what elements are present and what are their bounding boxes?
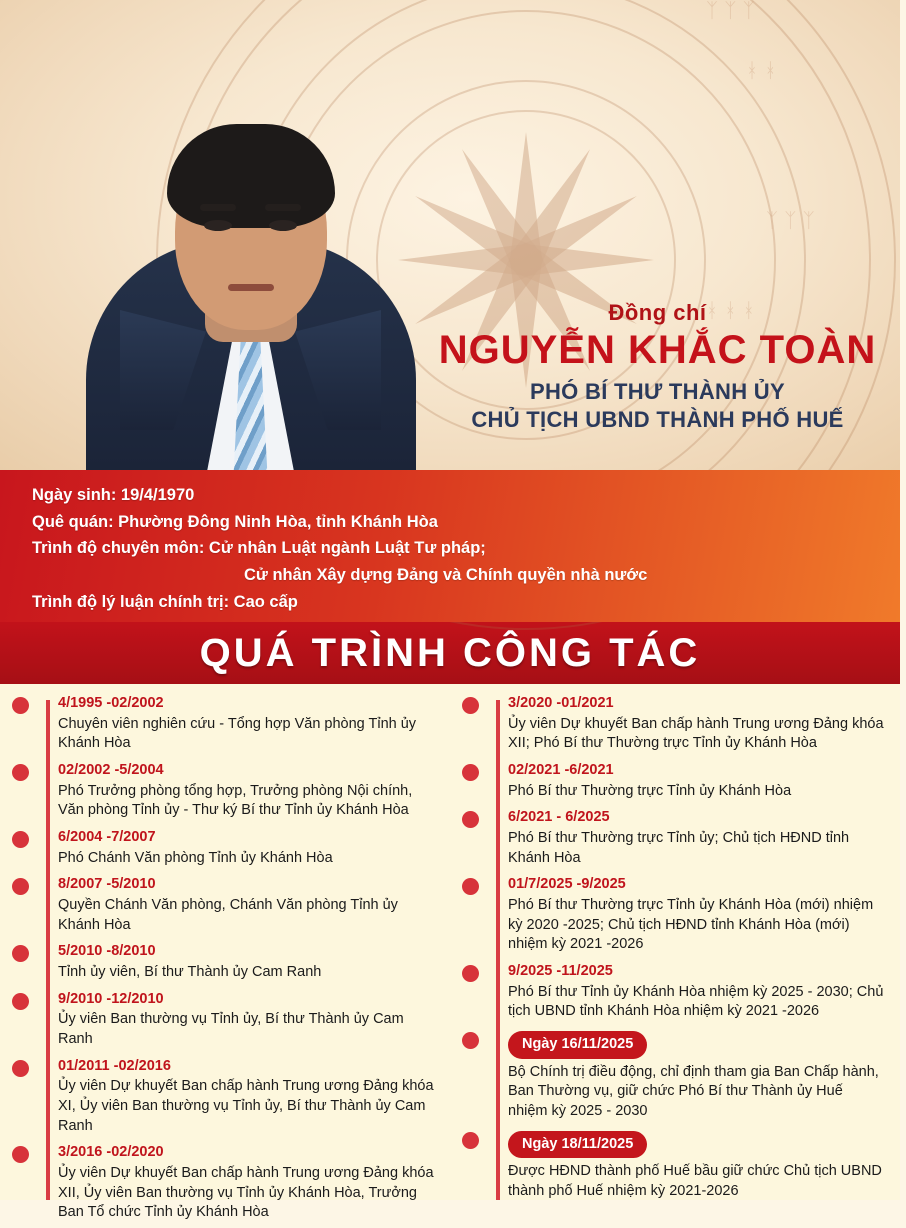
timeline-column-left <box>0 694 450 1221</box>
timeline-entry <box>34 875 436 940</box>
timeline-period: 5/2010 -8/2010 <box>58 943 156 960</box>
career-timeline <box>0 684 900 1221</box>
timeline-description: Phó Bí thư Thường trực Tỉnh ủy; Chủ tịch HĐND tỉnh Khánh Hòa <box>508 829 850 866</box>
timeline-entry <box>484 808 886 873</box>
timeline-entry <box>34 990 436 1055</box>
info-education-continued: Cử nhân Xây dựng Đảng và Chính quyền nhà nước <box>244 566 648 585</box>
hero-title-block <box>430 300 885 434</box>
timeline-period: 01/7/2025 -9/2025 <box>508 876 626 893</box>
timeline-dot-icon <box>462 1032 479 1049</box>
timeline-entry <box>34 942 436 987</box>
timeline-dot-icon <box>12 1060 29 1077</box>
timeline-dot-icon <box>12 878 29 895</box>
timeline-entry <box>34 1057 436 1142</box>
timeline-description: Quyền Chánh Văn phòng, Chánh Văn phòng Tỉnh ủy Khánh Hòa <box>58 896 398 933</box>
timeline-dot-icon <box>12 993 29 1010</box>
section-title: QUÁ TRÌNH CÔNG TÁC <box>199 630 701 675</box>
timeline-date-badge: Ngày 16/11/2025 <box>508 1031 647 1059</box>
timeline-dot-icon <box>12 1146 29 1163</box>
timeline-description: Phó Chánh Văn phòng Tỉnh ủy Khánh Hòa <box>58 849 333 866</box>
timeline-period: 3/2020 -01/2021 <box>508 695 614 711</box>
drum-glyph-band: ᛉ ᛉ ᛉ ᚼ ᚼ ᛉ ᛉ ᛉ ᚼ ᚼ ᚼ <box>706 0 815 322</box>
timeline-entry <box>484 694 886 759</box>
timeline-dot-icon <box>12 945 29 962</box>
timeline-description: Bộ Chính trị điều động, chỉ định tham gia Ban Chấp hành, Ban Thường vụ, giữ chức Phó Bí thư Thành ủy Huế nhiệm kỳ 2025 - 2030 <box>508 1063 879 1119</box>
timeline-description: Ủy viên Dự khuyết Ban chấp hành Trung ương Đảng khóa XII; Phó Bí thư Thường trực Tỉnh ủy Khánh Hòa <box>508 715 884 752</box>
timeline-entry <box>484 761 886 806</box>
info-hometown: Quê quán: Phường Đông Ninh Hòa, tỉnh Khánh Hòa <box>32 512 438 531</box>
info-birth: Ngày sinh: 19/4/1970 <box>32 486 195 504</box>
timeline-entry <box>34 694 436 759</box>
personal-info-band <box>0 470 900 622</box>
timeline-description: Được HĐND thành phố Huế bầu giữ chức Chủ tịch UBND thành phố Huế nhiệm kỳ 2021-2026 <box>508 1163 882 1199</box>
timeline-entry <box>484 1129 886 1207</box>
info-political-theory: Trình độ lý luận chính trị: Cao cấp <box>32 592 298 611</box>
timeline-period: 6/2004 -7/2007 <box>58 829 156 845</box>
timeline-dot-icon <box>462 697 479 714</box>
timeline-period: 02/2002 -5/2004 <box>58 762 164 778</box>
timeline-description: Phó Bí thư Tỉnh ủy Khánh Hòa nhiệm kỳ 2025 - 2030; Chủ tịch UBND tỉnh Khánh Hòa nhiệm kỳ 2021 -2026 <box>508 983 884 1020</box>
timeline-dot-icon <box>462 1132 479 1149</box>
timeline-description: Tỉnh ủy viên, Bí thư Thành ủy Cam Ranh <box>58 963 322 980</box>
timeline-description: Phó Bí thư Thường trực Tỉnh ủy Khánh Hòa (mới) nhiệm kỳ 2020 -2025; Chủ tịch HĐND tỉnh Khánh Hòa (mới) nhiệm kỳ 2021 -2026 <box>508 896 874 953</box>
page-title: NGUYỄN KHẮC TOÀN <box>438 328 877 372</box>
timeline-dot-icon <box>12 764 29 781</box>
timeline-entry <box>34 828 436 873</box>
timeline-period: 4/1995 -02/2002 <box>58 695 164 711</box>
timeline-period: 8/2007 -5/2010 <box>58 876 156 893</box>
timeline-period: 01/2011 -02/2016 <box>58 1057 171 1074</box>
timeline-description: Phó Trưởng phòng tổng hợp, Trưởng phòng Nội chính, Văn phòng Tỉnh ủy - Thư ký Bí thư Tỉnh ủy Khánh Hòa <box>58 782 413 819</box>
timeline-period: 3/2016 -02/2020 <box>58 1144 164 1161</box>
timeline-entry <box>484 1029 886 1127</box>
timeline-period: 6/2021 - 6/2025 <box>508 809 610 826</box>
timeline-period: 9/2010 -12/2010 <box>58 990 164 1007</box>
role-line-2: CHỦ TỊCH UBND THÀNH PHỐ HUẾ <box>471 407 844 433</box>
info-education: Trình độ chuyên môn: Cử nhân Luật ngành Luật Tư pháp; <box>32 539 486 558</box>
timeline-dot-icon <box>462 811 479 828</box>
timeline-entry <box>484 962 886 1027</box>
timeline-description: Ủy viên Dự khuyết Ban chấp hành Trung ương Đảng khóa XI, Ủy viên Ban thường vụ Tỉnh ủy, Bí thư Thành ủy Cam Ranh <box>58 1078 434 1134</box>
timeline-entry <box>34 1143 436 1228</box>
timeline-column-right <box>450 694 900 1200</box>
timeline-dot-icon <box>462 764 479 781</box>
timeline-dot-icon <box>12 697 29 714</box>
timeline-dot-icon <box>462 878 479 895</box>
hero-banner <box>0 0 900 470</box>
timeline-description: Ủy viên Dự khuyết Ban chấp hành Trung ương Đảng khóa XII, Ủy viên Ban thường vụ Tỉnh ủy Khánh Hòa, Trưởng Ban Tổ chức Tỉnh ủy Khánh Hòa <box>58 1164 434 1221</box>
timeline-entry <box>34 761 436 826</box>
timeline-date-badge: Ngày 18/11/2025 <box>508 1131 647 1159</box>
timeline-description: Phó Bí thư Thường trực Tỉnh ủy Khánh Hòa <box>508 782 792 799</box>
timeline-entry <box>484 875 886 960</box>
timeline-period: 02/2021 -6/2021 <box>508 762 614 778</box>
avatar <box>78 88 423 470</box>
timeline-description: Chuyên viên nghiên cứu - Tổng hợp Văn phòng Tỉnh ủy Khánh Hòa <box>58 715 417 752</box>
timeline-dot-icon <box>462 965 479 982</box>
timeline-description: Ủy viên Ban thường vụ Tỉnh ủy, Bí thư Thành ủy Cam Ranh <box>58 1011 404 1047</box>
timeline-period: 9/2025 -11/2025 <box>508 963 613 979</box>
timeline-dot-icon <box>12 831 29 848</box>
role-line-1: PHÓ BÍ THƯ THÀNH ỦY <box>530 379 785 404</box>
honorific-label: Đồng chí <box>608 300 707 325</box>
